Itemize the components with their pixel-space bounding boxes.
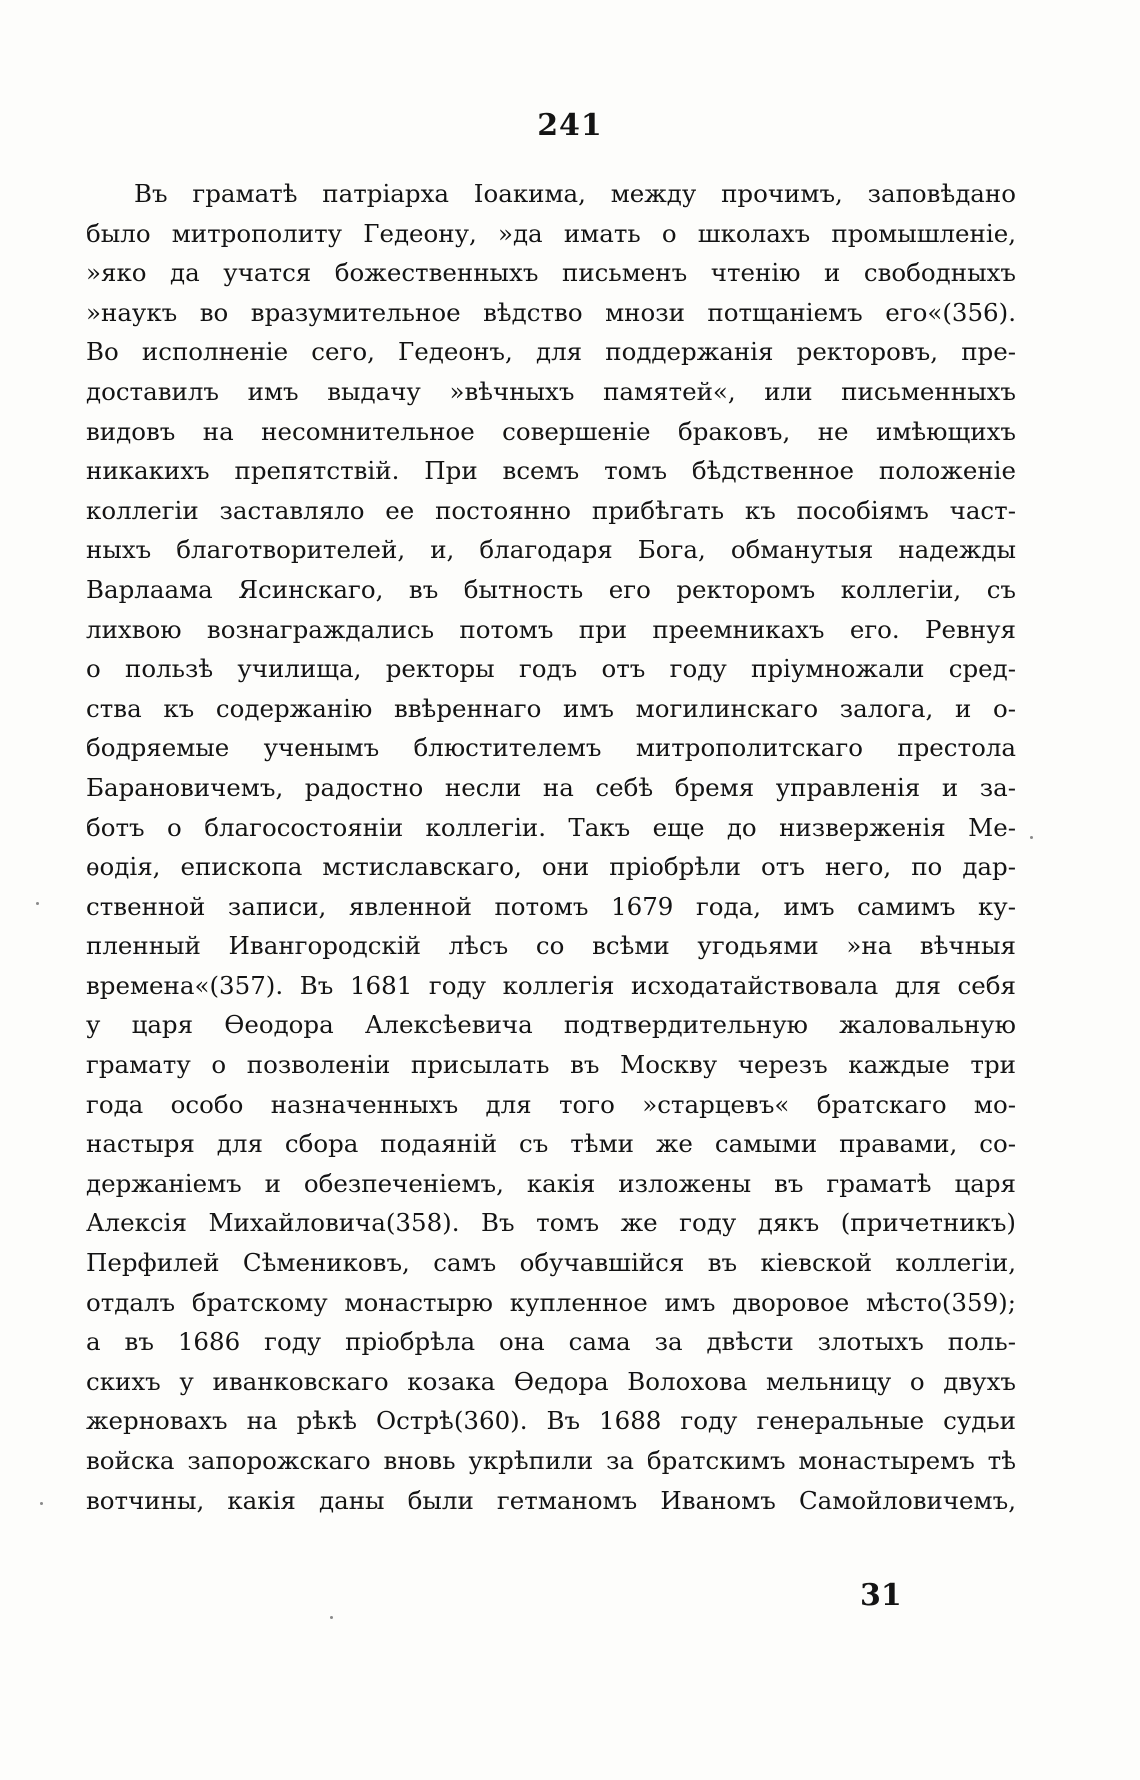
text-line: ственной записи, явленной потомъ 1679 года, имъ самимъ ку- [86,891,1016,921]
text-line: было митрополиту Гедеону, »да имать о школахъ промышленіе, [86,218,1016,248]
text-line: Алексія Михайловича(358). Въ томъ же году дякъ (причетникъ) [86,1208,1016,1238]
text-line: у царя Ѳеодора Алексѣевича подтвердительную жаловальную [86,1010,1016,1040]
body-text [86,174,1016,1520]
text-line: скихъ у иванковскаго козака Ѳедора Волохова мельницу о двухъ [86,1366,1016,1396]
text-line: никакихъ препятствій. При всемъ томъ бѣдственное положеніе [86,456,1016,486]
text-line: о пользѣ училища, ректоры годъ отъ году пріумножали сред- [86,654,1016,684]
text-line: коллегіи заставляло ее постоянно прибѣгать къ пособіямъ част- [86,495,1016,525]
text-line: Въ граматѣ патріарха Іоакима, между прочимъ, заповѣдано [134,179,1016,208]
text-line: войска запорожскаго вновь укрѣпили за братскимъ монастыремъ тѣ [86,1446,1016,1475]
scan-speck [1030,836,1033,839]
text-line: лихвою вознаграждались потомъ при преемникахъ его. Ревнуя [86,614,1016,644]
text-line: Барановичемъ, радостно несли на себѣ бремя управленія и за- [86,772,1016,802]
text-line: Варлаама Ясинскаго, въ бытность его ректоромъ коллегіи, съ [86,574,1016,604]
page-number: 241 [537,108,603,143]
text-line: доставилъ имъ выдачу »вѣчныхъ памятей«, или письменныхъ [86,376,1016,406]
text-line: видовъ на несомнительное совершеніе браковъ, не имѣющихъ [86,416,1016,446]
signature-mark: 31 [860,1578,902,1613]
text-line: Перфилей Сѣмениковъ, самъ обучавшійся въ кіевской коллегіи, [86,1248,1016,1278]
text-line: пленный Ивангородскій лѣсъ со всѣми угодьями »на вѣчныя [86,931,1016,961]
text-line: »наукъ во вразумительное вѣдство мнози потщаніемъ его«(356). [86,297,1016,327]
scan-speck [36,902,39,905]
text-line: настыря для сбора подаяній съ тѣми же самыми правами, со- [86,1129,1016,1159]
text-line: ства къ содержанію ввѣреннаго имъ могилинскаго залога, и о- [86,693,1016,723]
scan-speck [330,1616,333,1619]
text-line: а въ 1686 году пріобрѣла она сама за двѣсти злотыхъ поль- [86,1327,1016,1357]
text-line: отдалъ братскому монастырю купленное имъ дворовое мѣсто(359); [86,1287,1016,1317]
text-line: вотчины, какія даны были гетманомъ Иваномъ Самойловичемъ, [86,1485,1016,1515]
text-line: ныхъ благотворителей, и, благодаря Бога, обманутыя надежды [86,535,1016,565]
text-line: времена«(357). Въ 1681 году коллегія исходатайствовала для себя [86,970,1016,1000]
text-line: ѳодія, епископа мстиславскаго, они пріобрѣли отъ него, по дар- [86,852,1016,882]
text-line: держаніемъ и обезпеченіемъ, какія изложены въ граматѣ царя [86,1168,1016,1198]
text-line: года особо назначенныхъ для того »старцевъ« братскаго мо- [86,1089,1016,1119]
text-line: »яко да учатся божественныхъ письменъ чтенію и свободныхъ [86,258,1016,288]
text-line: бодряемые ученымъ блюстителемъ митрополитскаго престола [86,733,1016,763]
text-line: Во исполненіе сего, Гедеонъ, для поддержанія ректоровъ, пре- [86,337,1016,367]
text-line: ботъ о благосостояніи коллегіи. Такъ еще до низверженія Ме- [86,812,1016,842]
scan-speck [40,1502,43,1505]
text-line: грамату о позволеніи присылать въ Москву черезъ каждые три [86,1050,1016,1080]
text-line: жерновахъ на рѣкѣ Острѣ(360). Въ 1688 году генеральные судьи [86,1406,1016,1436]
